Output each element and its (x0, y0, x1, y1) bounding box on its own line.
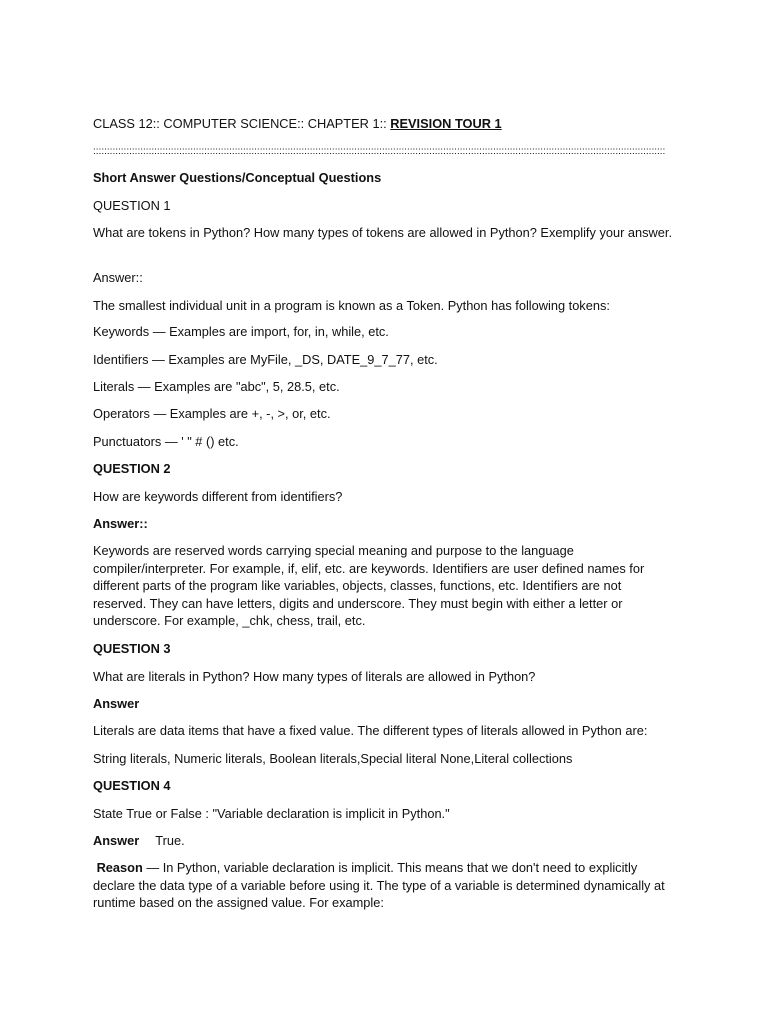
q2-answer: Keywords are reserved words carrying special meaning and purpose to the language compiler/interpreter. For example, if, elif, etc. are keywords. Identifiers are user defined names for different parts of the program like variables, objects, classes, functions, etc. Identifiers are not reserved. They can have letters, digits and underscore. They must begin with either a letter or underscore. For example, _chk, chess, trail, etc. (93, 543, 645, 629)
q1-item-operators: Operators — Examples are +, -, >, or, etc. (93, 406, 331, 421)
q4-answer-label: Answer (93, 833, 140, 848)
q1-item-keywords: Keywords — Examples are import, for, in, while, etc. (93, 324, 389, 339)
q1-label: QUESTION 1 (93, 198, 171, 213)
q1-item-identifiers: Identifiers — Examples are MyFile, _DS, DATE_9_7_77, etc. (93, 352, 438, 367)
q4-reason (93, 859, 678, 912)
header-prefix: CLASS 12:: COMPUTER SCIENCE:: CHAPTER 1:: (93, 116, 391, 131)
document-header (93, 115, 678, 133)
q4-question: State True or False : "Variable declaration is implicit in Python." (93, 806, 450, 821)
section-heading: Short Answer Questions/Conceptual Questions (93, 170, 382, 185)
q4-reason-text: — In Python, variable declaration is implicit. This means that we don't need to explicitly declare the data type of a variable before using it. The type of a variable is determined dynamically at runtime based on the assigned value. For example: (93, 860, 665, 911)
q1-question: What are tokens in Python? How many types of tokens are allowed in Python? Exemplify your answer. (93, 225, 672, 240)
q2-answer-label: Answer:: (93, 516, 148, 531)
header-title: REVISION TOUR 1 (390, 116, 502, 131)
q1-answer-label: Answer:: (93, 270, 143, 285)
q4-answer-value: True. (155, 833, 185, 848)
q1-item-literals: Literals — Examples are "abc", 5, 28.5, etc. (93, 379, 340, 394)
q3-label: QUESTION 3 (93, 641, 171, 656)
q3-answer: Literals are data items that have a fixed value. The different types of literals allowed in Python are: (93, 723, 648, 738)
separator-line: :::::::::::::::::::::::::::::::::::::::::::::::::::::::::::::::::::::::::::::::::::::::::::::::::::::::::::::::::::::::::::::::::::::::::::::::::::::::::::::::::::::::::::::::::::::::::::::::::::::::::::::: (93, 146, 666, 157)
q1-intro: The smallest individual unit in a program is known as a Token. Python has following tokens: (93, 298, 610, 313)
q1-item-punctuators: Punctuators — ' " # () etc. (93, 434, 239, 449)
q2-label: QUESTION 2 (93, 461, 171, 476)
q4-reason-label: Reason (96, 860, 143, 875)
q4-answer-row (93, 832, 678, 850)
q3-question: What are literals in Python? How many types of literals are allowed in Python? (93, 669, 536, 684)
q4-label: QUESTION 4 (93, 778, 171, 793)
q2-question: How are keywords different from identifiers? (93, 489, 343, 504)
q3-answer-label: Answer (93, 696, 140, 711)
q3-types: String literals, Numeric literals, Boolean literals,Special literal None,Literal collections (93, 751, 573, 766)
